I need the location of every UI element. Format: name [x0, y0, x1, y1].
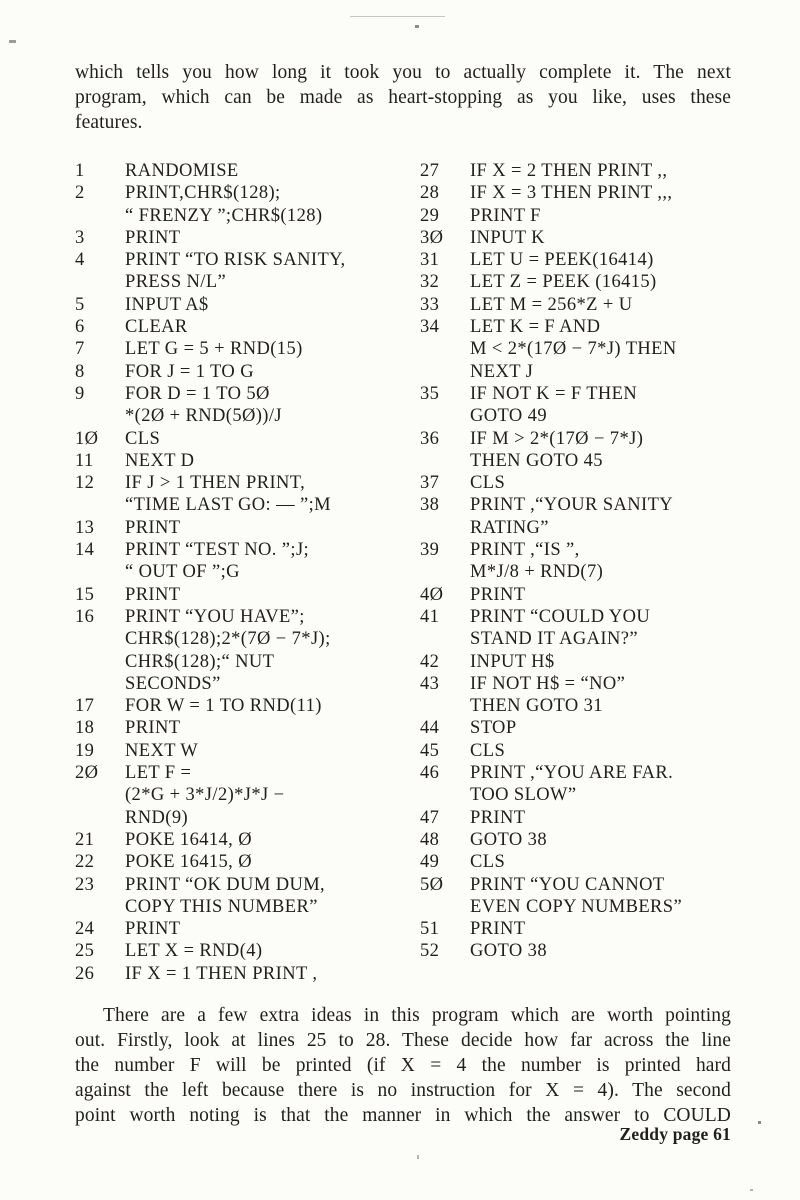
program-line-27 — [420, 160, 731, 182]
line-number: 15 — [75, 584, 95, 605]
program-line-42 — [420, 651, 731, 673]
line-code: CLEAR — [125, 317, 188, 338]
line-code: PRINT — [470, 919, 526, 940]
program-line-36 — [420, 428, 731, 473]
program-line-26 — [75, 963, 420, 985]
line-code: PRINT “OK DUM DUM, COPY THIS NUMBER” — [125, 874, 326, 917]
program-line-1 — [75, 160, 420, 182]
program-line-2Ø — [75, 762, 420, 829]
line-code: IF M > 2*(17Ø − 7*J) THEN GOTO 45 — [470, 428, 644, 471]
line-number: 52 — [420, 941, 440, 962]
line-number: 2Ø — [75, 763, 99, 784]
program-column-right — [420, 160, 731, 985]
outro-line: There are a few extra ideas in this program which are worth pointing — [103, 1005, 731, 1026]
line-number: 28 — [420, 183, 440, 204]
line-number: 3 — [75, 227, 85, 248]
line-code: IF J > 1 THEN PRINT, “TIME LAST GO: — ”;M — [125, 473, 331, 516]
program-line-4Ø — [420, 584, 731, 606]
outro-line: out. Firstly, look at lines 25 to 28. These decide how far across the line — [75, 1030, 731, 1051]
line-number: 5 — [75, 294, 85, 315]
line-number: 31 — [420, 250, 440, 271]
program-line-35 — [420, 383, 731, 428]
line-number: 17 — [75, 696, 95, 717]
program-line-5Ø — [420, 874, 731, 919]
line-number: 3Ø — [420, 227, 444, 248]
line-number: 23 — [75, 874, 95, 895]
program-line-28 — [420, 182, 731, 204]
line-number: 7 — [75, 339, 85, 360]
line-code: NEXT D — [125, 450, 195, 471]
line-code: GOTO 38 — [470, 829, 547, 850]
line-number: 44 — [420, 718, 440, 739]
program-line-34 — [420, 316, 731, 383]
line-code: PRINT ,“IS ”, M*J/8 + RND(7) — [470, 540, 604, 583]
line-number: 51 — [420, 919, 440, 940]
line-number: 42 — [420, 651, 440, 672]
line-code: PRINT ,“YOU ARE FAR. TOO SLOW” — [470, 763, 674, 806]
line-number: 1Ø — [75, 428, 99, 449]
outro-line: point worth noting is that the manner in which the answer to COULD — [75, 1105, 731, 1126]
line-code: STOP — [470, 718, 517, 739]
line-code: LET X = RND(4) — [125, 941, 263, 962]
program-line-47 — [420, 807, 731, 829]
scan-speck — [9, 40, 16, 43]
line-code: IF NOT H$ = “NO” THEN GOTO 31 — [470, 673, 626, 717]
scan-speck — [750, 1189, 753, 1191]
line-code: LET U = PEEK(16414) — [470, 250, 654, 271]
outro-paragraph — [75, 1003, 731, 1128]
line-code: INPUT K — [470, 227, 545, 248]
program-line-12 — [75, 472, 420, 517]
line-number: 9 — [75, 383, 85, 404]
line-code: CLS — [470, 740, 506, 761]
program-line-22 — [75, 851, 420, 873]
program-line-8 — [75, 361, 420, 383]
line-code: PRINT — [125, 718, 181, 739]
line-number: 49 — [420, 852, 440, 873]
line-code: PRINT “YOU HAVE”; CHR$(128);2*(7Ø − 7*J); CHR$(128);“ NUT SECONDS” — [125, 606, 331, 694]
line-number: 11 — [75, 450, 94, 471]
program-listing — [75, 160, 731, 985]
line-number: 33 — [420, 294, 440, 315]
program-line-29 — [420, 205, 731, 227]
program-line-5 — [75, 294, 420, 316]
page-footer: Zeddy page 61 — [619, 1124, 731, 1144]
line-number: 39 — [420, 540, 440, 561]
line-code: IF X = 2 THEN PRINT ,, — [470, 161, 668, 181]
program-line-37 — [420, 472, 731, 494]
program-line-25 — [75, 940, 420, 962]
line-code: INPUT H$ — [470, 651, 555, 672]
line-number: 6 — [75, 317, 85, 338]
program-line-7 — [75, 338, 420, 360]
line-code: CLS — [470, 852, 506, 873]
program-line-39 — [420, 539, 731, 584]
program-line-32 — [420, 271, 731, 293]
line-number: 4Ø — [420, 584, 444, 605]
line-number: 27 — [420, 161, 440, 181]
line-code: IF X = 1 THEN PRINT , — [125, 963, 318, 984]
line-number: 29 — [420, 205, 440, 226]
line-number: 37 — [420, 473, 440, 494]
line-number: 38 — [420, 495, 440, 516]
program-line-3Ø — [420, 227, 731, 249]
line-number: 43 — [420, 673, 440, 694]
line-code: LET K = F AND M < 2*(17Ø − 7*J) THEN NEXT J — [470, 317, 677, 382]
program-line-11 — [75, 450, 420, 472]
program-line-31 — [420, 249, 731, 271]
line-number: 19 — [75, 740, 95, 761]
program-line-15 — [75, 584, 420, 606]
book-page — [75, 0, 731, 1144]
line-code: FOR D = 1 TO 5Ø *(2Ø + RND(5Ø))/J — [125, 383, 282, 427]
line-code: PRINT — [125, 227, 181, 248]
line-number: 45 — [420, 740, 440, 761]
intro-paragraph — [75, 60, 731, 135]
program-line-46 — [420, 762, 731, 807]
line-number: 2 — [75, 183, 85, 204]
line-code: PRINT — [470, 584, 526, 605]
line-code: FOR J = 1 TO G — [125, 361, 254, 382]
line-number: 21 — [75, 829, 95, 850]
program-line-21 — [75, 829, 420, 851]
line-number: 24 — [75, 919, 95, 940]
program-line-49 — [420, 851, 731, 873]
program-line-43 — [420, 673, 731, 718]
line-code: POKE 16414, Ø — [125, 829, 252, 850]
line-number: 46 — [420, 763, 440, 784]
line-code: PRINT “TEST NO. ”;J; “ OUT OF ”;G — [125, 540, 310, 583]
line-code: PRINT — [125, 584, 181, 605]
program-line-24 — [75, 918, 420, 940]
line-code: INPUT A$ — [125, 294, 209, 315]
program-line-1Ø — [75, 428, 420, 450]
intro-line: program, which can be made as heart-stopping as you like, uses these — [75, 87, 731, 108]
program-line-6 — [75, 316, 420, 338]
program-line-16 — [75, 606, 420, 695]
line-code: CLS — [470, 473, 506, 494]
line-code: GOTO 38 — [470, 941, 547, 962]
line-code: PRINT “YOU CANNOT EVEN COPY NUMBERS” — [470, 874, 683, 917]
line-number: 1 — [75, 161, 85, 181]
program-line-18 — [75, 717, 420, 739]
program-line-38 — [420, 494, 731, 539]
line-code: LET Z = PEEK (16415) — [470, 272, 657, 293]
line-number: 26 — [75, 963, 95, 984]
line-number: 36 — [420, 428, 440, 449]
line-number: 18 — [75, 718, 95, 739]
scan-speck — [758, 1121, 761, 1124]
line-number: 12 — [75, 473, 95, 494]
program-line-33 — [420, 294, 731, 316]
line-code: LET G = 5 + RND(15) — [125, 339, 303, 360]
program-line-2 — [75, 182, 420, 227]
line-code: IF NOT K = F THEN GOTO 49 — [470, 383, 638, 427]
line-code: PRINT “COULD YOU STAND IT AGAIN?” — [470, 606, 651, 650]
line-code: POKE 16415, Ø — [125, 852, 252, 873]
line-number: 16 — [75, 606, 95, 627]
line-number: 25 — [75, 941, 95, 962]
outro-line: the number F will be printed (if X = 4 the number is printed hard — [75, 1055, 731, 1076]
program-line-45 — [420, 740, 731, 762]
line-number: 34 — [420, 317, 440, 338]
program-line-44 — [420, 717, 731, 739]
line-number: 35 — [420, 383, 440, 404]
program-line-19 — [75, 740, 420, 762]
program-line-14 — [75, 539, 420, 584]
line-code: PRINT “TO RISK SANITY, PRESS N/L” — [125, 250, 346, 293]
program-line-3 — [75, 227, 420, 249]
line-number: 47 — [420, 807, 440, 828]
program-line-52 — [420, 940, 731, 962]
line-code: CLS — [125, 428, 161, 449]
line-code: RANDOMISE — [125, 161, 239, 181]
line-number: 41 — [420, 606, 440, 627]
line-number: 13 — [75, 517, 95, 538]
line-number: 32 — [420, 272, 440, 293]
line-number: 4 — [75, 250, 85, 271]
program-line-4 — [75, 249, 420, 294]
program-line-9 — [75, 383, 420, 428]
outro-line: against the left because there is no instruction for X = 4). The second — [75, 1080, 731, 1101]
line-code: FOR W = 1 TO RND(11) — [125, 696, 322, 717]
program-line-13 — [75, 517, 420, 539]
line-number: 22 — [75, 852, 95, 873]
program-line-41 — [420, 606, 731, 651]
program-line-48 — [420, 829, 731, 851]
scan-speck — [417, 1155, 419, 1159]
line-code: LET M = 256*Z + U — [470, 294, 633, 315]
intro-line: which tells you how long it took you to actually complete it. The next — [75, 62, 731, 83]
line-code: PRINT,CHR$(128); “ FRENZY ”;CHR$(128) — [125, 183, 323, 226]
line-code: NEXT W — [125, 740, 199, 761]
program-line-51 — [420, 918, 731, 940]
program-column-left — [75, 160, 420, 985]
line-code: PRINT — [125, 517, 181, 538]
line-number: 5Ø — [420, 874, 444, 895]
line-code: PRINT — [125, 919, 181, 940]
line-number: 8 — [75, 361, 85, 382]
line-code: IF X = 3 THEN PRINT ,,, — [470, 183, 673, 204]
line-number: 14 — [75, 540, 95, 561]
intro-line: features. — [75, 112, 143, 133]
program-line-17 — [75, 695, 420, 717]
line-code: PRINT — [470, 807, 526, 828]
program-line-23 — [75, 874, 420, 919]
line-number: 48 — [420, 829, 440, 850]
line-code: PRINT ,“YOUR SANITY RATING” — [470, 495, 674, 538]
line-code: PRINT F — [470, 205, 541, 226]
line-code: LET F = (2*G + 3*J/2)*J*J − RND(9) — [125, 763, 285, 828]
